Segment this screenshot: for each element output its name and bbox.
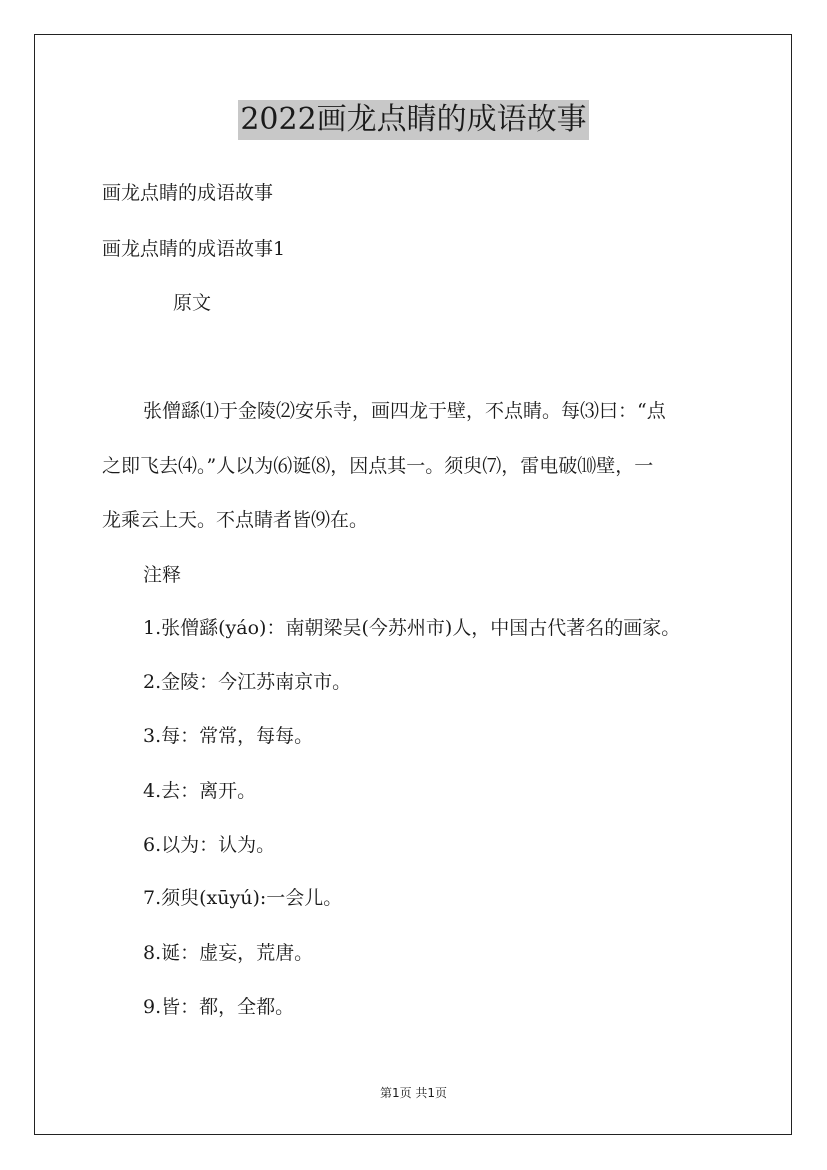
note-item-4: 4.去：离开。: [143, 780, 257, 802]
document-title: 2022画龙点睛的成语故事: [238, 100, 588, 140]
note-item-3: 3.每：常常，每每。: [143, 725, 314, 747]
body-line-1: 张僧繇⑴于金陵⑵安乐寺，画四龙于壁，不点睛。每⑶曰：“点: [143, 400, 666, 422]
body-line-3: 龙乘云上天。不点睛者皆⑼在。: [102, 509, 369, 531]
note-item-6: 6.以为：认为。: [143, 834, 276, 856]
note-item-8: 8.诞：虚妄，荒唐。: [143, 942, 314, 964]
note-item-2: 2.金陵：今江苏南京市。: [143, 671, 352, 693]
note-item-7: 7.须臾(xūyú):一会儿。: [143, 887, 343, 909]
page-footer: 第1页 共1页: [379, 1086, 448, 1100]
section-original-label: 原文: [173, 292, 212, 314]
title-container: [0, 100, 827, 140]
body-line-2: 之即飞去⑷。”人以为⑹诞⑻，因点其一。须臾⑺，雷电破⑽壁，一: [102, 455, 654, 477]
document-heading: 画龙点睛的成语故事: [102, 182, 274, 204]
document-subheading: 画龙点睛的成语故事1: [102, 238, 286, 260]
note-item-9: 9.皆：都，全都。: [143, 996, 295, 1018]
section-notes-label: 注释: [143, 564, 182, 586]
note-item-1: 1.张僧繇(yáo)：南朝梁吴(今苏州市)人，中国古代著名的画家。: [143, 617, 681, 639]
